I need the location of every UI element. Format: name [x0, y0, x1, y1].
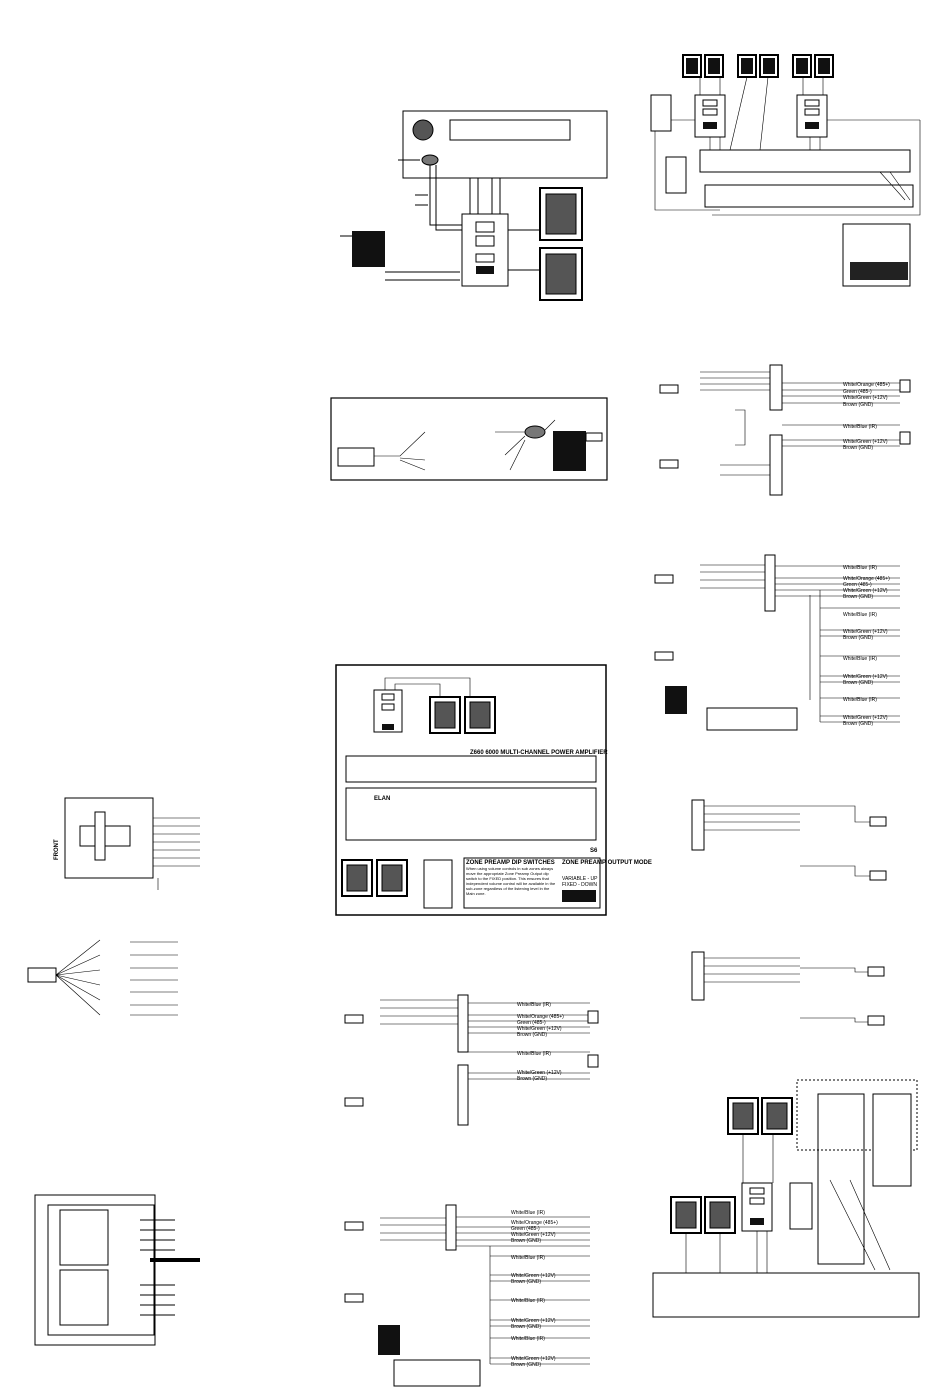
dip-mode-sub: VARIABLE - UP	[562, 876, 598, 882]
wire-label: Green (485-)	[511, 1226, 540, 1232]
wire-label: White/Green (+12V)	[511, 1232, 556, 1238]
wire-label: Brown (GND)	[511, 1324, 542, 1330]
wiring-panel-b	[660, 365, 910, 495]
wire-label: White/Green (+12V)	[843, 588, 888, 594]
wire-label: White/Green (+12V)	[843, 629, 888, 635]
dip-body: When using volume controls in sub zones always move the appropriate Zone Preamp Output dip switch to the FIXED position. This ensures that independent volume control will be available in the sub-zone regardless of the listening level in the Main zone.	[466, 866, 556, 896]
wire-label: White/Green (+12V)	[843, 395, 888, 401]
wire-label: White/Blue (IR)	[511, 1336, 545, 1342]
preamp-unit	[705, 185, 913, 207]
rj45-plug-icon	[870, 817, 886, 826]
amplifier-unit	[700, 150, 910, 172]
rj45-plug-icon	[345, 1098, 363, 1106]
wire-label: Brown (GND)	[843, 680, 874, 686]
note-box	[707, 708, 797, 730]
rj45-plug-icon	[28, 968, 56, 982]
rj45-plug-icon	[588, 1055, 598, 1067]
rj45-plug-icon	[900, 380, 910, 392]
wire-label: White/Green (+12V)	[517, 1070, 562, 1076]
note-box	[394, 1360, 480, 1386]
wire-label: Brown (GND)	[843, 402, 874, 408]
brand-logo: ELAN	[374, 796, 391, 802]
wire-label: White/Blue (IR)	[517, 1002, 551, 1008]
wire-label: Green (485-)	[843, 389, 872, 395]
wire-label: White/Green (+12V)	[511, 1318, 556, 1324]
wire-label: White/Orange (485+)	[511, 1220, 558, 1226]
system-diagram-bottom-right	[653, 1080, 919, 1317]
rj45-plug-icon	[345, 1294, 363, 1302]
rj45-plug-icon	[338, 448, 374, 466]
rj45-fan-out	[28, 940, 178, 1015]
wire-label: Brown (GND)	[843, 721, 874, 727]
ir-receiver-block-4	[378, 1325, 400, 1355]
ir-receiver-block	[352, 231, 385, 267]
front-label: FRONT	[54, 839, 60, 860]
rj45-plug-icon	[345, 1222, 363, 1230]
wire-label: White/Orange (485+)	[843, 576, 890, 582]
receiver-knob	[413, 120, 433, 140]
ir-emitter-bulb	[525, 426, 545, 438]
rj45-plug-icon	[655, 575, 673, 583]
rj45-front-view	[54, 798, 200, 890]
rj45-plug-icon	[868, 1016, 884, 1025]
rj45-plug-icon	[870, 871, 886, 880]
rj45-plug-icon	[345, 1015, 363, 1023]
rj45-plug-icon	[660, 460, 678, 468]
wire-label: White/Orange (485+)	[843, 382, 890, 388]
remote-control-2	[666, 157, 686, 193]
wire-label: White/Green (+12V)	[511, 1356, 556, 1362]
wire-label: White/Blue (IR)	[511, 1255, 545, 1261]
dip-heading: ZONE PREAMP DIP SWITCHES	[466, 860, 555, 866]
wire-label: White/Blue (IR)	[843, 565, 877, 571]
amplifier-bottom	[653, 1273, 919, 1317]
connector-panels	[692, 800, 886, 1025]
wiring-panel-d	[345, 1205, 590, 1386]
wire-label: Green (485-)	[843, 582, 872, 588]
amplifier-title: Z660 6000 MULTI-CHANNEL POWER AMPLIFIER	[470, 750, 608, 756]
wire-label: White/Blue (IR)	[843, 697, 877, 703]
wire-label: Brown (GND)	[843, 594, 874, 600]
wire-label: White/Blue (IR)	[511, 1210, 545, 1216]
z660-amplifier	[346, 756, 596, 782]
rj45-plug-icon	[588, 1011, 598, 1023]
ir-emitter	[422, 155, 438, 165]
ir-receiver-block-2	[553, 431, 586, 471]
wire-label: Brown (GND)	[843, 445, 874, 451]
wire-label: White/Blue (IR)	[511, 1298, 545, 1304]
wire-label: Green (485-)	[517, 1020, 546, 1026]
wire-label: Brown (GND)	[843, 635, 874, 641]
wire-label: White/Green (+12V)	[843, 715, 888, 721]
wire-label: White/Orange (485+)	[517, 1014, 564, 1020]
rj45-plug-icon	[868, 967, 884, 976]
receiver-keypad-diagram	[340, 111, 607, 300]
wire-label: Brown (GND)	[511, 1238, 542, 1244]
wire-label: White/Blue (IR)	[843, 424, 877, 430]
wire-label: White/Blue (IR)	[517, 1051, 551, 1057]
wire-label: White/Blue (IR)	[843, 656, 877, 662]
rj45-plug-icon	[900, 432, 910, 444]
wire-label: White/Green (+12V)	[843, 674, 888, 680]
wire-label: White/Green (+12V)	[511, 1273, 556, 1279]
ir-emitter-box	[331, 398, 607, 480]
wiring-panel-a	[345, 995, 598, 1125]
wire-label: Brown (GND)	[517, 1076, 548, 1082]
dip-mode-heading: ZONE PREAMP OUTPUT MODE	[562, 860, 652, 866]
s6-label: S6	[590, 848, 598, 854]
rj45-plug-icon	[655, 652, 673, 660]
wire-label: White/Green (+12V)	[517, 1026, 562, 1032]
wire-label: White/Green (+12V)	[843, 439, 888, 445]
remote-control-3	[424, 860, 452, 908]
wall-module-stack	[818, 1094, 864, 1264]
ir-receiver-block-3	[665, 686, 687, 714]
wire-label: Brown (GND)	[517, 1032, 548, 1038]
wire-label: Brown (GND)	[511, 1279, 542, 1285]
rj45-plug-icon	[660, 385, 678, 393]
receiver-display	[450, 120, 570, 140]
wiring-panel-c	[655, 555, 900, 730]
z660-system-diagram	[336, 665, 652, 915]
system-diagram-top-right	[651, 55, 920, 286]
screens-row	[683, 55, 833, 77]
dip-mode-sub2: FIXED - DOWN	[562, 882, 597, 888]
remote-control-4	[790, 1183, 812, 1229]
wall-plate-module	[35, 1195, 200, 1345]
wire-label: Brown (GND)	[511, 1362, 542, 1368]
remote-control-1	[651, 95, 671, 131]
db15-connector-plate	[873, 1094, 911, 1186]
wire-label: White/Blue (IR)	[843, 612, 877, 618]
